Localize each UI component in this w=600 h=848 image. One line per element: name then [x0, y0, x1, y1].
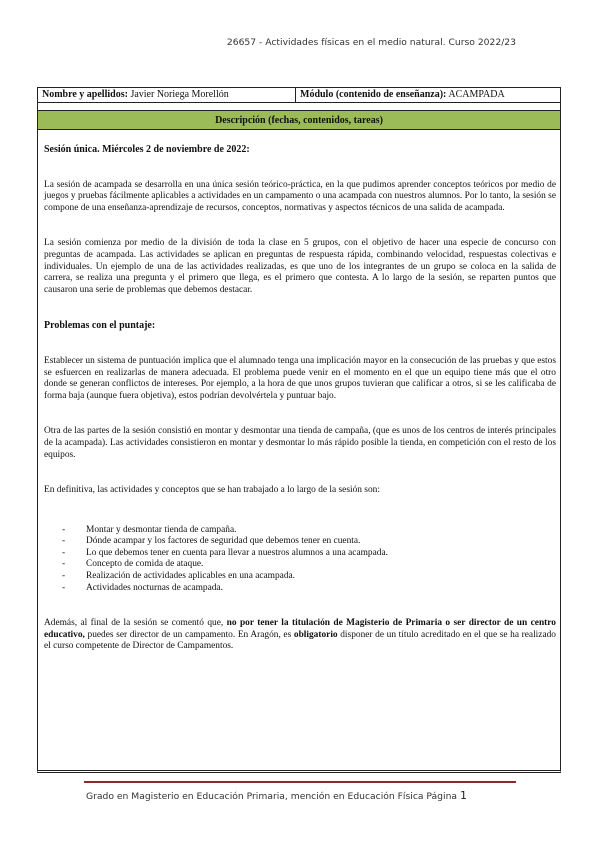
- list-item: - Realización de actividades aplicables en una acampada.: [62, 571, 296, 582]
- footer-divider: [84, 781, 516, 783]
- name-label: Nombre y apellidos:: [42, 89, 128, 100]
- list-item: - Dónde acampar y los factores de seguridad que debemos tener en cuenta.: [62, 536, 361, 547]
- paragraph-groups: La sesión comienza por medio de la división de toda la clase en 5 grupos, con el objetivo de hacer una especie de concurso con preguntas de acampada. Las actividades se aplican en preguntas de respuesta rápida, combinando velocidad, respuestas colectivas e individuales. Un ejemplo de una de las actividades realizadas, es que uno de los integrantes de un grupo se coloca en la salida de carrera, se realiza una pregunta y el primero que llega, es el primero que contesta. A lo largo de la sesión, se reparten puntos que causaron una serie de problemas que debemos destacar.: [44, 238, 556, 295]
- paragraph-summary: En definitiva, las actividades y conceptos que se han trabajado a lo largo de la sesión son:: [44, 485, 380, 496]
- concepts-list: [44, 525, 556, 595]
- paragraph-director: Además, al final de la sesión se comentó que, no por tener la titulación de Magisterio de Primaria o ser director de un centro educativo, puedes ser director de un campamento. En Aragón, es obligatorio disponer de un título acreditado en el que se ha realizado el curso competente de Director de Campamentos.: [44, 618, 556, 652]
- info-row: [38, 88, 560, 103]
- paragraph-scoring: Establecer un sistema de puntuación implica que el alumnado tenga una implicación mayor en la consecución de las pruebas y que estos se esfuercen en realizarlas de manera adecuada. El problema puede venir en el momento en el que un equipo tiene más que el otro donde se generan conflictos de intereses. Por ejemplo, a la hora de que unos grupos tuvieran que calificar a otros, si se les calificaba de forma baja (aunque fuera objetiva), estos podrían devolvértela y puntuar bajo.: [44, 355, 556, 401]
- page-number: 1: [460, 789, 468, 802]
- content-body: [44, 144, 556, 653]
- name-cell: [38, 88, 296, 102]
- name-value: Javier Noriega Morellón: [130, 89, 229, 100]
- paragraph-intro: La sesión de acampada se desarrolla en una única sesión teórico-práctica, en la que pudimos aprender conceptos teóricos por medio de juegos y pruebas fácilmente aplicables a actividades en un campamento o una acampada con nuestros alumnos. Por lo tanto, la sesión se compone de una enseñanza-aprendizaje de recursos, conceptos, normativas y aspectos técnicos de una salida de acampada.: [44, 179, 556, 213]
- description-bar: Descripción (fechas, contenidos, tareas): [38, 110, 560, 130]
- footer-text: Grado en Magisterio en Educación Primaria, mención en Educación Física Página: [86, 791, 458, 802]
- page-footer: [86, 789, 467, 802]
- problems-title: Problemas con el puntaje:: [44, 320, 156, 332]
- module-value: ACAMPADA: [448, 89, 505, 100]
- list-item: - Lo que debemos tener en cuenta para llevar a nuestros alumnos a una acampada.: [62, 547, 388, 558]
- page-header: 26657 - Actividades físicas en el medio natural. Curso 2022/23: [226, 37, 516, 48]
- module-label: Módulo (contenido de enseñanza):: [300, 89, 447, 100]
- session-title: Sesión única. Miércoles 2 de noviembre de 2022:: [44, 144, 250, 155]
- paragraph-tent: Otra de las partes de la sesión consistió en montar y desmontar una tienda de campaña, (que es unos de los centros de interés principales de la acampada). Las actividades consistieron en montar y desmontar lo más rápido posible la tienda, en competición con el resto de los equipos.: [44, 426, 556, 460]
- module-cell: [296, 88, 560, 102]
- list-item: - Actividades nocturnas de acampada.: [62, 582, 223, 593]
- list-item: - Concepto de comida de ataque.: [62, 559, 204, 570]
- list-item: - Montar y desmontar tienda de campaña.: [62, 524, 237, 535]
- document-frame: [37, 87, 561, 773]
